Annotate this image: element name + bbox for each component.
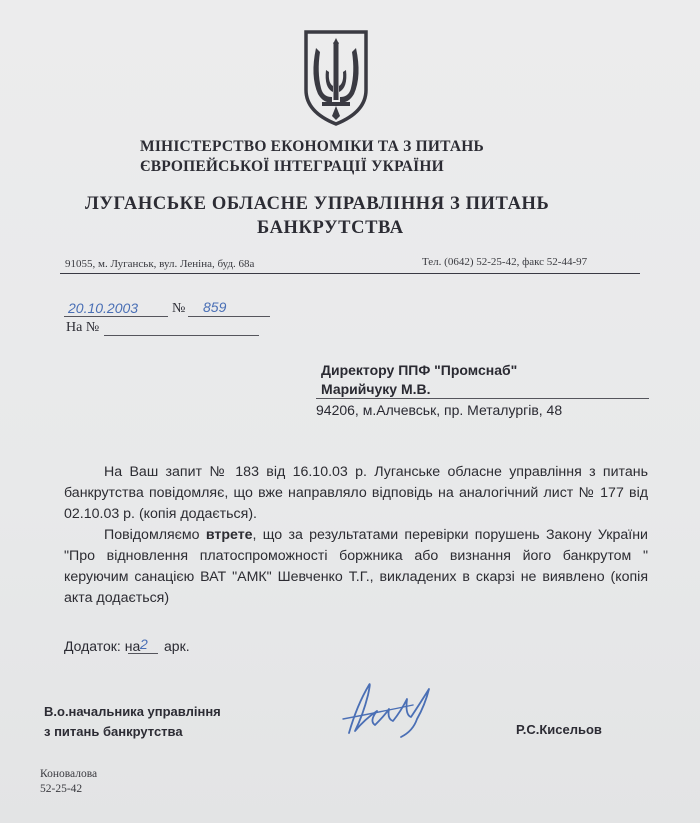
executor-phone: 52-25-42	[40, 783, 83, 795]
signatory-name: Р.С.Кисельов	[516, 722, 602, 737]
ministry-name-line1: МІНІСТЕРСТВО ЕКОНОМІКИ ТА З ПИТАНЬ	[140, 138, 484, 155]
letterhead-address: 91055, м. Луганськ, вул. Леніна, буд. 68а	[65, 258, 255, 270]
attachment-label: Додаток: на	[64, 638, 141, 654]
department-name-line1: ЛУГАНСЬКЕ ОБЛАСНЕ УПРАВЛІННЯ З ПИТАНЬ	[85, 194, 550, 214]
executor-name: Коновалова	[40, 768, 98, 780]
handwritten-signature	[335, 675, 445, 745]
body-paragraph-2	[64, 525, 648, 609]
coat-of-arms-icon	[302, 28, 370, 128]
body-paragraph-2-start: Повідомляємо	[104, 527, 206, 543]
attachment-unit: арк.	[164, 638, 190, 654]
attachment-count-underline	[128, 653, 158, 654]
incoming-number-underline	[104, 335, 259, 336]
recipient-underline	[316, 398, 649, 399]
recipient-position: Директору ППФ "Промснаб"	[321, 362, 518, 378]
body-paragraph-1: На Ваш запит № 183 від 16.10.03 р. Луганське обласне управління з питань банкрутства повідомляє, що вже направляло відповідь на аналогічний лист № 177 від 02.10.03 р. (копія додається).	[64, 464, 648, 522]
recipient-name: Марийчуку М.В.	[321, 381, 431, 397]
outgoing-number: 859	[203, 299, 227, 315]
recipient-address: 94206, м.Алчевськ, пр. Металургів, 48	[316, 402, 563, 418]
body-paragraph-2-emphasis: втрете	[205, 527, 253, 543]
date-underline	[64, 316, 168, 317]
number-underline	[188, 316, 270, 317]
attachment-count: 2	[140, 636, 148, 652]
signatory-title-line1: В.о.начальника управління	[44, 704, 221, 719]
body-paragraph-2-rest: , що за результатами перевірки порушень Закону України "Про відновлення платоспроможності боржника або визнання його банкрутом " керуючим санацією ВАТ "АМК" Шевченко Т.Г., викладених в скарзі не виявлено (копія акта додається)	[64, 527, 648, 606]
letterhead-divider	[60, 273, 640, 274]
ministry-name-line2: ЄВРОПЕЙСЬКОЇ ІНТЕГРАЦІЇ УКРАЇНИ	[140, 158, 444, 175]
letter-body	[64, 462, 648, 609]
letterhead-phone: Тел. (0642) 52-25-42, факс 52-44-97	[422, 256, 588, 268]
incoming-number-label: На №	[66, 320, 100, 335]
department-name-line2: БАНКРУТСТВА	[257, 218, 404, 238]
outgoing-date: 20.10.2003	[68, 300, 139, 316]
signatory-title-line2: з питань банкрутства	[44, 724, 183, 739]
outgoing-number-label: №	[172, 301, 186, 316]
